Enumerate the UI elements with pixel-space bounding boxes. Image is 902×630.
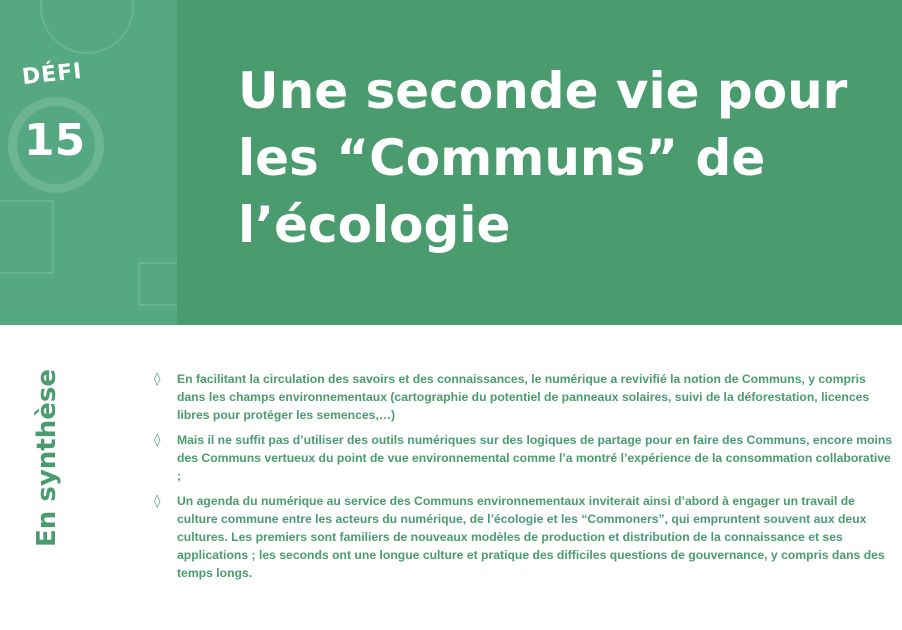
diamond-outline-icon: ◊ xyxy=(154,433,161,448)
section-label-text: En synthèse xyxy=(32,368,62,547)
title-line: les “Communs” de xyxy=(238,129,766,187)
list-item xyxy=(152,492,894,582)
decorative-circle xyxy=(40,0,134,54)
list-item xyxy=(152,431,894,485)
section-label xyxy=(27,370,67,545)
title-line: l’écologie xyxy=(238,196,511,254)
challenge-badge-panel xyxy=(0,0,177,325)
diamond-outline-icon: ◊ xyxy=(154,494,161,509)
title-line: Une seconde vie pour xyxy=(238,62,848,120)
list-item xyxy=(152,370,894,424)
diamond-outline-icon: ◊ xyxy=(154,372,161,387)
challenge-number: 15 xyxy=(24,115,86,166)
decorative-square xyxy=(138,262,177,306)
summary-list xyxy=(152,370,894,589)
page-title xyxy=(238,58,878,259)
list-item-text: Mais il ne suffit pas d’utiliser des outils numériques sur des logiques de partage pour en faire des Communs, encore moins des Communs vertueux du point de vue environnemental comme l’a montré l’expérience de la consommation collaborative ; xyxy=(177,433,893,483)
list-item-text: En facilitant la circulation des savoirs et des connaissances, le numérique a revivifié la notion de Communs, y compris dans les champs environnementaux (cartographie du potentiel de panneaux solaires, suivi de la déforestation, licences libres pour protéger les semences,…) xyxy=(177,372,870,422)
challenge-label: DÉFI xyxy=(20,58,84,91)
decorative-square xyxy=(0,200,54,274)
list-item-text: Un agenda du numérique au service des Communs environnementaux inviterait ainsi d’abord à engager un travail de culture commune entre les acteurs du numérique, de l’écologie et les “Commoners”, qui empruntent souvent aux deux cultures. Les premiers sont familiers de nouveaux modèles de production et distribution de la connaissance et ses applications ; les seconds ont une longue culture et pratique des difficiles questions de gouvernance, y compris dans des temps longs. xyxy=(177,494,885,580)
